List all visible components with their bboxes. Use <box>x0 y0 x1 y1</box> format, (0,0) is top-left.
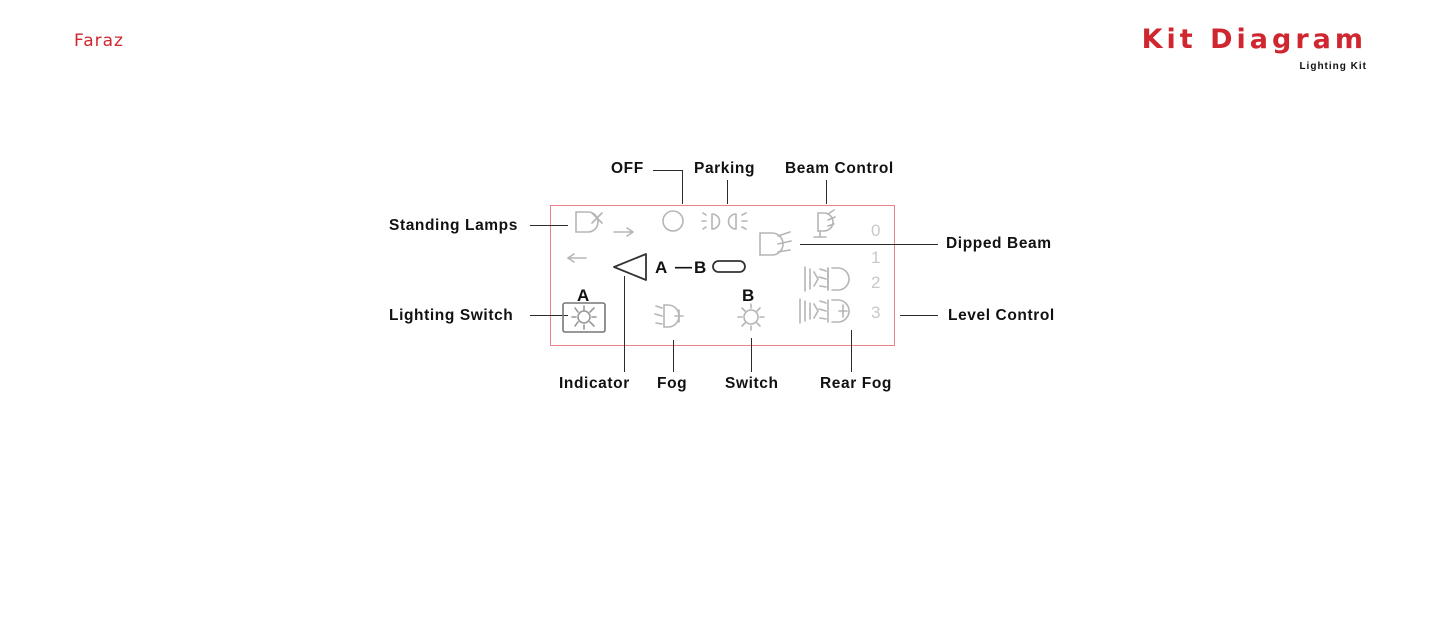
label-rear-fog: Rear Fog <box>820 375 892 392</box>
leader-level-control <box>900 315 938 316</box>
label-off: OFF <box>611 160 644 177</box>
leader-beam-control <box>826 180 827 204</box>
brand-logo: Faraz <box>74 31 124 51</box>
diagram-frame <box>550 205 895 346</box>
title-block <box>1142 26 1367 72</box>
label-parking: Parking <box>694 160 756 177</box>
leader-fog <box>673 340 674 372</box>
label-beam-control: Beam Control <box>785 160 894 177</box>
leader-off-vertical <box>682 170 683 204</box>
level-value-3: 3 <box>871 303 881 322</box>
page-subtitle: Lighting Kit <box>1299 61 1367 72</box>
leader-indicator <box>624 276 625 372</box>
page-title: Kit Diagram <box>1141 24 1367 55</box>
leader-standing-lamps <box>530 225 568 226</box>
level-value-0: 0 <box>871 221 881 240</box>
label-level-control: Level Control <box>948 307 1055 324</box>
label-lighting-switch: Lighting Switch <box>389 307 514 324</box>
leader-switch <box>751 338 752 372</box>
leader-rear-fog <box>851 330 852 372</box>
label-fog: Fog <box>657 375 688 392</box>
marker-dash: — <box>675 257 692 276</box>
leader-off <box>653 170 683 171</box>
leader-parking <box>727 180 728 204</box>
marker-b-bottom: B <box>742 286 755 305</box>
marker-b-top: B <box>694 258 707 277</box>
leader-lighting-switch <box>530 315 568 316</box>
marker-a-bottom: A <box>577 286 590 305</box>
label-dipped-beam: Dipped Beam <box>946 235 1052 252</box>
label-standing-lamps: Standing Lamps <box>389 217 518 234</box>
leader-dipped-beam <box>800 244 938 245</box>
level-value-2: 2 <box>871 273 881 292</box>
label-indicator: Indicator <box>559 375 630 392</box>
marker-a-top: A <box>655 258 668 277</box>
level-value-1: 1 <box>871 248 881 267</box>
label-switch: Switch <box>725 375 779 392</box>
